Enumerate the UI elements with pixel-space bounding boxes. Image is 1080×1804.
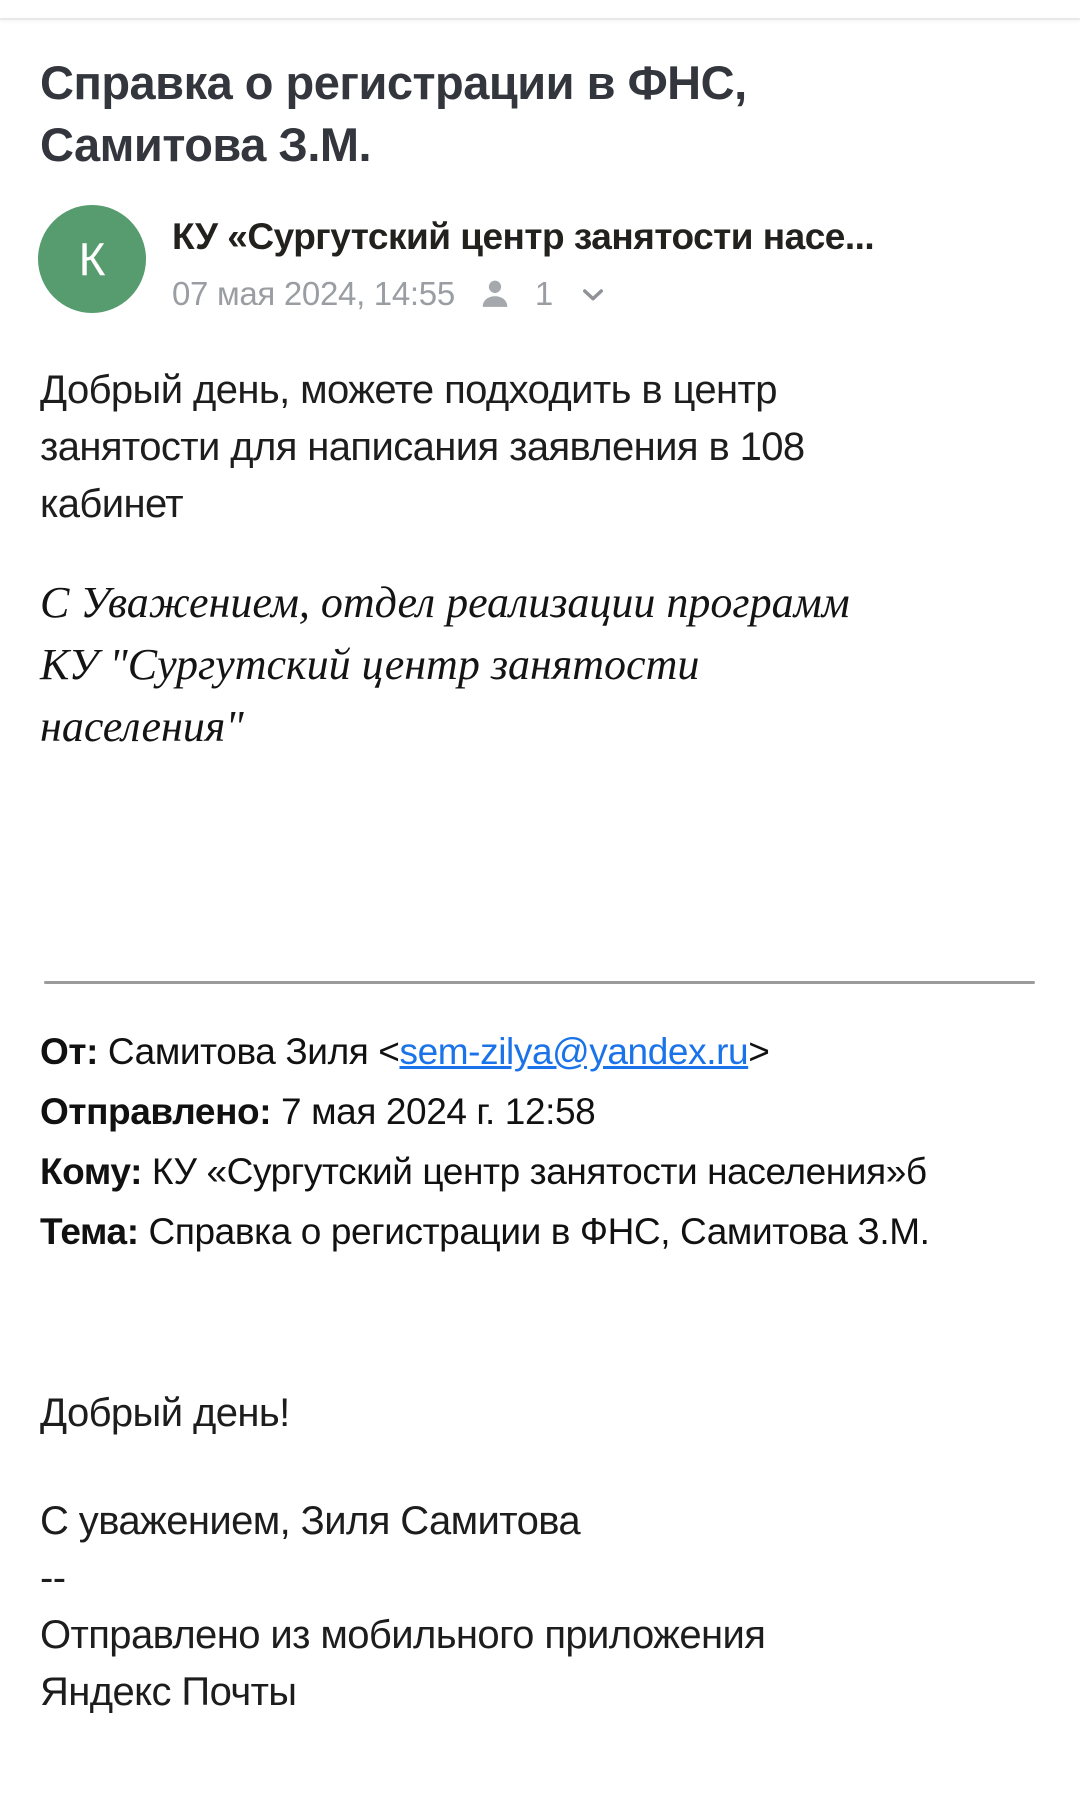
quoted-message-body [40, 1385, 1040, 1721]
avatar[interactable]: К [38, 205, 146, 313]
subject-value: Справка о регистрации в ФНС, Самитова З.М. [148, 1211, 930, 1252]
sent-label: Отправлено: [40, 1091, 272, 1132]
from-name: Самитова Зиля < [107, 1031, 400, 1072]
message-date: 07 мая 2024, 14:55 [172, 275, 455, 312]
email-subject-line-1: Справка о регистрации в ФНС, [40, 56, 747, 109]
chevron-down-icon[interactable] [575, 276, 611, 312]
quoted-message-headers [40, 1022, 1040, 1262]
signature-line: КУ "Сургутский центр занятости [40, 640, 700, 689]
recipient-person-icon[interactable] [477, 276, 513, 312]
from-suffix: > [748, 1031, 770, 1072]
quoted-signature: С уважением, Зиля Самитова [40, 1499, 581, 1543]
body-line: Добрый день, можете подходить в центр [40, 368, 777, 412]
sender-header-row[interactable] [38, 205, 1040, 317]
signature-line: населения" [40, 702, 244, 751]
subject-label: Тема: [40, 1211, 139, 1252]
email-body-paragraph [40, 362, 1040, 533]
signature-separator: -- [40, 1556, 66, 1600]
header-subject-row [40, 1202, 1040, 1262]
to-value: КУ «Сургутский центр занятости населения»б [151, 1151, 927, 1192]
to-label: Кому: [40, 1151, 142, 1192]
sender-signature-block [40, 572, 1040, 758]
sender-name: КУ «Сургутский центр занятости насе... [172, 216, 875, 257]
body-line: занятости для написания заявления в 108 [40, 425, 805, 469]
top-divider [0, 18, 1080, 20]
sent-value: 7 мая 2024 г. 12:58 [281, 1091, 596, 1132]
quoted-greeting: Добрый день! [40, 1391, 290, 1435]
quoted-message-divider [44, 981, 1035, 984]
header-sent-row [40, 1082, 1040, 1142]
from-label: От: [40, 1031, 99, 1072]
email-subject-line-2: Самитова З.М. [40, 118, 372, 171]
mobile-footer-line: Отправлено из мобильного приложения [40, 1613, 766, 1657]
from-email-link[interactable]: sem-zilya@yandex.ru [399, 1031, 749, 1072]
email-subject-title [40, 52, 1040, 176]
header-to-row [40, 1142, 1040, 1202]
recipients-count: 1 [534, 275, 553, 312]
body-line: кабинет [40, 482, 184, 526]
message-meta-row [172, 271, 611, 317]
header-from-row [40, 1022, 1040, 1082]
signature-line: С Уважением, отдел реализации программ [40, 578, 850, 627]
mobile-footer-line: Яндекс Почты [40, 1670, 297, 1714]
